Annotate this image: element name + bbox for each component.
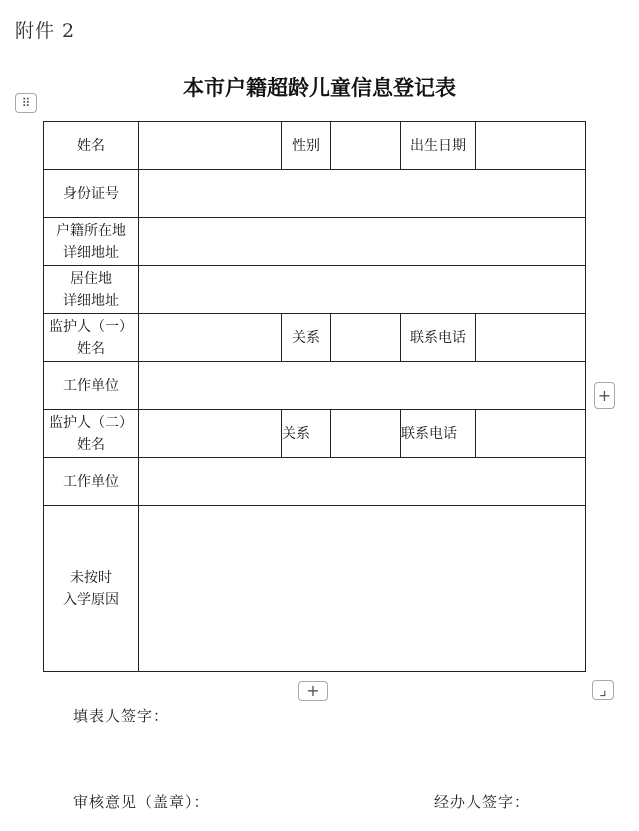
guardian1-name-label [44,314,139,362]
table-row [44,122,586,170]
late-enrollment-reason-label [44,506,139,672]
guardian2-name-cell[interactable] [139,410,282,458]
table-row [44,218,586,266]
guardian2-name-label-line2: 姓名 [77,436,105,453]
review-opinion-label: 审核意见（盖章）： [73,793,210,811]
residence-address-label-line1: 居住地 [70,270,112,287]
add-row-plus-icon[interactable]: + [298,681,328,701]
guardian1-work-unit-label: 工作单位 [44,362,139,410]
guardian1-work-unit-cell[interactable] [139,362,586,410]
birth-date-label: 出生日期 [401,122,476,170]
table-row [44,458,586,506]
form-title: 本市户籍超龄儿童信息登记表 [183,76,456,100]
household-address-cell[interactable] [139,218,586,266]
guardian2-phone-label: 联系电话 [401,410,476,458]
guardian1-phone-label: 联系电话 [401,314,476,362]
guardian2-phone-cell[interactable] [476,410,586,458]
table-row [44,266,586,314]
guardian1-phone-cell[interactable] [476,314,586,362]
name-cell[interactable] [139,122,282,170]
guardian2-work-unit-cell[interactable] [139,458,586,506]
attachment-label: 附件 2 [15,20,76,42]
household-address-label [44,218,139,266]
household-address-label-line2: 详细地址 [63,244,119,261]
table-row [44,410,586,458]
gender-label: 性别 [282,122,331,170]
guardian2-relation-label: 关系 [282,410,331,458]
handler-signature-label: 经办人签字： [434,793,531,811]
guardian1-name-cell[interactable] [139,314,282,362]
table-row [44,170,586,218]
table-row [44,506,586,672]
guardian1-name-label-line1: 监护人（一） [49,318,133,335]
birth-date-cell[interactable] [476,122,586,170]
guardian1-name-label-line2: 姓名 [77,340,105,357]
guardian1-relation-cell[interactable] [331,314,401,362]
residence-address-label [44,266,139,314]
table-drag-handle-icon[interactable]: ⠿ [15,93,37,113]
residence-address-cell[interactable] [139,266,586,314]
guardian2-name-label-line1: 监护人（二） [49,414,133,431]
registration-table [43,121,586,672]
guardian2-work-unit-label: 工作单位 [44,458,139,506]
gender-cell[interactable] [331,122,401,170]
late-enrollment-reason-cell[interactable] [139,506,586,672]
table-resize-icon[interactable]: ⌟ [592,680,614,700]
table-row [44,314,586,362]
household-address-label-line1: 户籍所在地 [56,222,126,239]
filler-signature-label: 填表人签字： [73,707,170,725]
id-number-cell[interactable] [139,170,586,218]
guardian2-relation-cell[interactable] [331,410,401,458]
name-label: 姓名 [44,122,139,170]
guardian1-relation-label: 关系 [282,314,331,362]
reason-label-line2: 入学原因 [63,591,119,608]
add-column-plus-icon[interactable]: + [594,382,615,409]
id-number-label: 身份证号 [44,170,139,218]
guardian2-name-label [44,410,139,458]
reason-label-line1: 未按时 [70,569,112,586]
residence-address-label-line2: 详细地址 [63,292,119,309]
table-row [44,362,586,410]
